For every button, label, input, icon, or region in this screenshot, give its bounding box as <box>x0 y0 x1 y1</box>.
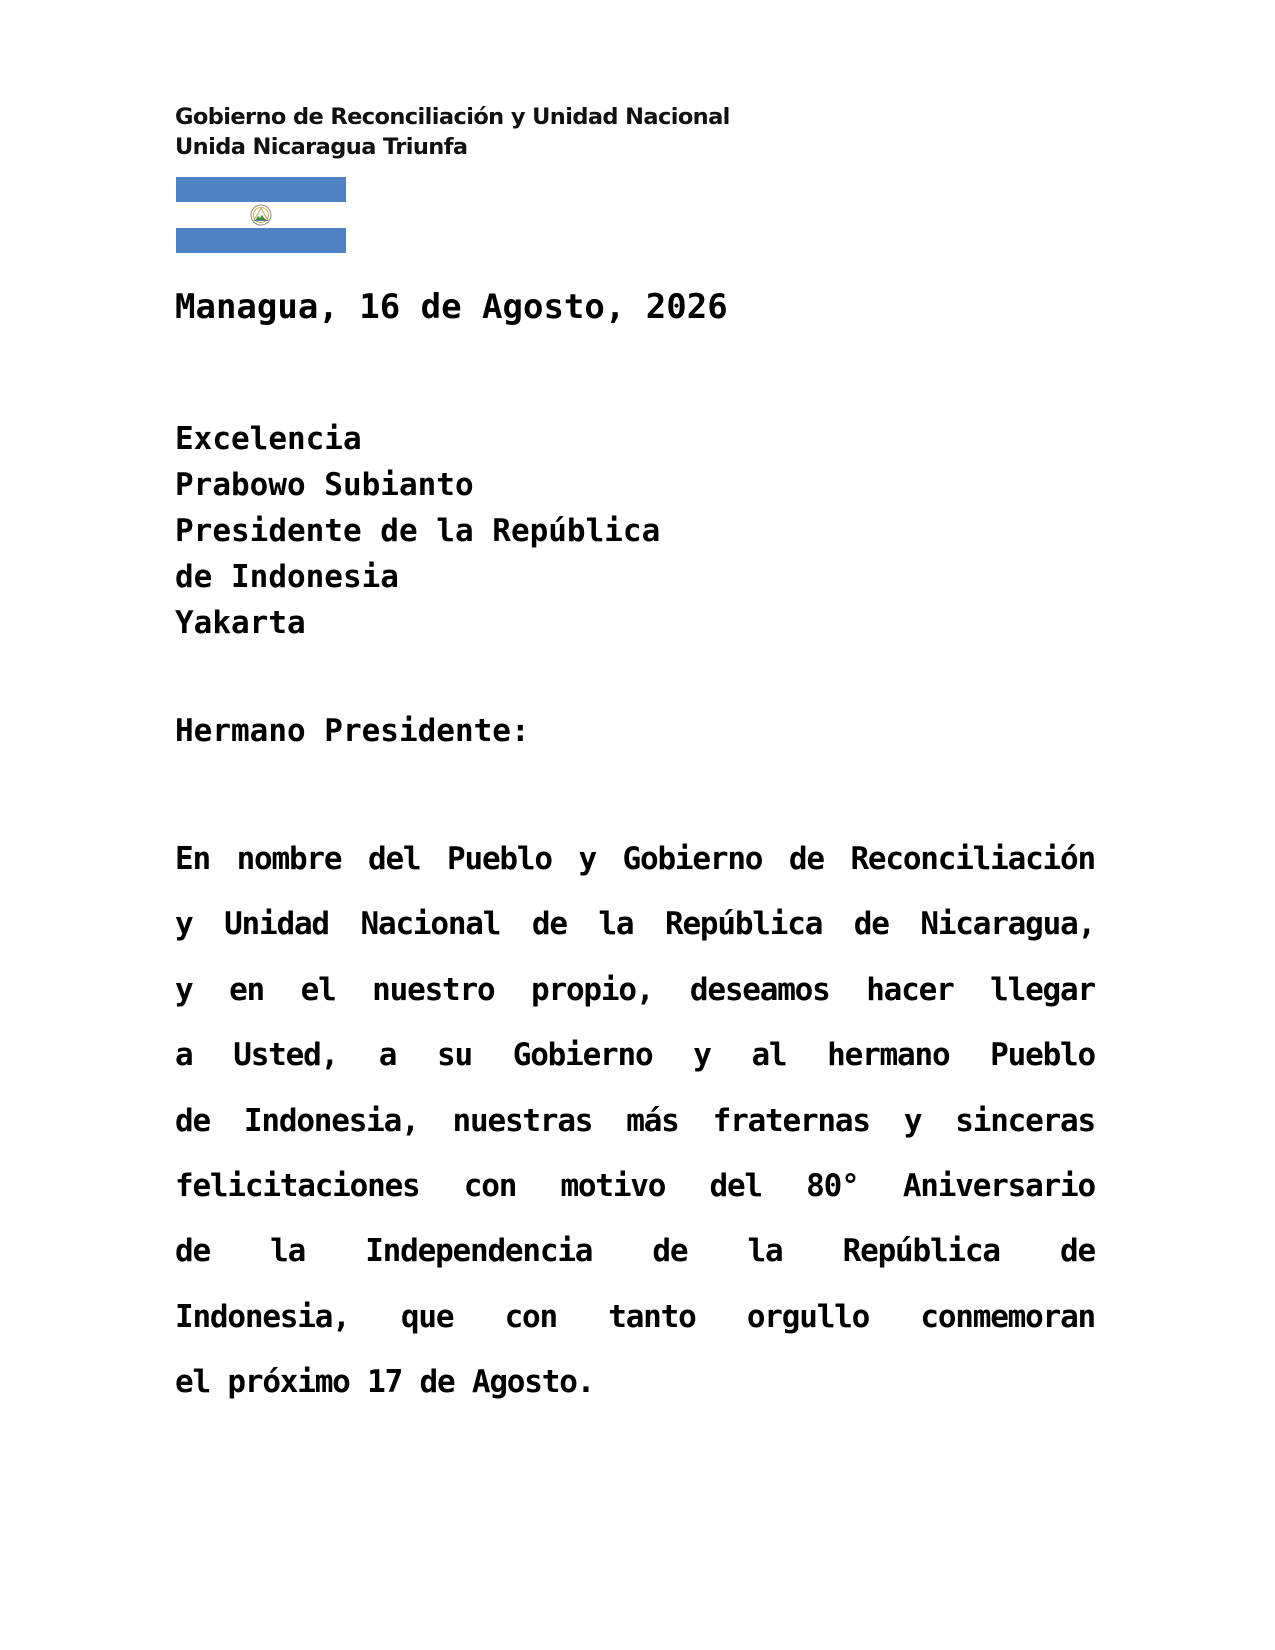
body-word: Pueblo <box>447 841 552 877</box>
body-word: Nicaragua, <box>920 906 1095 943</box>
body-word: nombre <box>236 841 342 877</box>
letter-date: Managua, 16 de Agosto, 2026 <box>175 287 728 327</box>
body-word: y <box>693 1037 711 1074</box>
letter-greeting: Hermano Presidente: <box>175 713 530 749</box>
body-word: su <box>437 1037 472 1074</box>
body-word: propio, <box>531 971 654 1008</box>
body-word: y <box>175 971 193 1008</box>
body-word: con <box>504 1298 557 1335</box>
body-word: Nacional <box>360 906 501 943</box>
body-word: fraternas <box>712 1102 870 1139</box>
body-word: nuestras <box>452 1102 593 1139</box>
body-word: con <box>463 1167 517 1204</box>
body-word: 80° <box>806 1167 859 1204</box>
body-word: y <box>903 1102 922 1139</box>
body-word: del <box>709 1167 762 1204</box>
nicaragua-flag-icon <box>176 177 346 253</box>
body-word: Pueblo <box>990 1037 1095 1074</box>
body-word: y <box>578 841 596 877</box>
body-word: hacer <box>866 971 954 1008</box>
body-word: a <box>378 1037 397 1074</box>
body-word: República <box>664 906 823 943</box>
body-word: y <box>175 906 193 943</box>
body-word: llegar <box>990 971 1095 1008</box>
body-line: el próximo 17 de Agosto. <box>175 1364 595 1401</box>
body-word: felicitaciones <box>175 1167 420 1204</box>
body-word: Unidad <box>224 906 329 943</box>
body-word: la <box>270 1233 306 1270</box>
body-word: que <box>400 1298 454 1335</box>
recipient-country: de Indonesia <box>175 559 399 595</box>
body-word: Indonesia, <box>175 1298 350 1335</box>
body-word: de <box>175 1102 210 1139</box>
body-word: del <box>367 841 421 877</box>
body-word: Gobierno <box>622 841 763 877</box>
body-word: de <box>788 841 824 877</box>
body-line <box>175 1163 1095 1228</box>
body-word: a <box>175 1037 193 1074</box>
body-line <box>175 836 1095 901</box>
body-word: de <box>1060 1233 1095 1270</box>
body-word: conmemoran <box>920 1298 1095 1335</box>
body-word: la <box>747 1233 783 1270</box>
body-word: en <box>229 971 265 1008</box>
body-word: Gobierno <box>512 1037 653 1074</box>
body-word: de <box>175 1233 210 1270</box>
body-word: tanto <box>608 1298 696 1335</box>
body-word: de <box>652 1233 688 1270</box>
body-word: motivo <box>560 1167 666 1204</box>
body-word: En <box>175 841 210 877</box>
body-word: Reconciliación <box>850 841 1095 877</box>
body-word: la <box>598 906 634 943</box>
body-word: sinceras <box>955 1102 1095 1139</box>
body-word: hermano <box>827 1037 950 1074</box>
letterhead <box>175 102 730 162</box>
body-word: de <box>531 906 567 943</box>
letterhead-slogan: Unida Nicaragua Triunfa <box>175 134 468 160</box>
body-word: Usted, <box>233 1037 339 1074</box>
body-word: República <box>842 1233 1000 1270</box>
body-word: de <box>853 906 889 943</box>
coat-of-arms-icon <box>251 205 271 225</box>
body-word: Independencia <box>365 1233 593 1270</box>
body-word: al <box>751 1037 787 1074</box>
body-line <box>175 901 1095 966</box>
recipient-position: Presidente de la República <box>175 513 661 549</box>
body-line <box>175 1228 1095 1293</box>
body-word: nuestro <box>372 971 495 1008</box>
body-word: orgullo <box>746 1298 870 1335</box>
body-line <box>175 1098 1095 1163</box>
body-word: el <box>300 971 336 1008</box>
recipient-address <box>175 416 660 646</box>
body-line <box>175 1294 1095 1359</box>
body-word: Aniversario <box>902 1167 1095 1204</box>
recipient-name: Prabowo Subianto <box>175 467 474 503</box>
body-line <box>175 967 1095 1032</box>
body-word: más <box>626 1102 679 1139</box>
recipient-city: Yakarta <box>175 605 306 641</box>
recipient-salutation-title: Excelencia <box>175 421 362 457</box>
body-word: deseamos <box>689 971 830 1008</box>
body-word: Indonesia, <box>243 1102 419 1139</box>
body-line <box>175 1032 1095 1097</box>
letter-body <box>175 836 1095 1425</box>
letterhead-government-name: Gobierno de Reconciliación y Unidad Nacional <box>175 104 730 130</box>
